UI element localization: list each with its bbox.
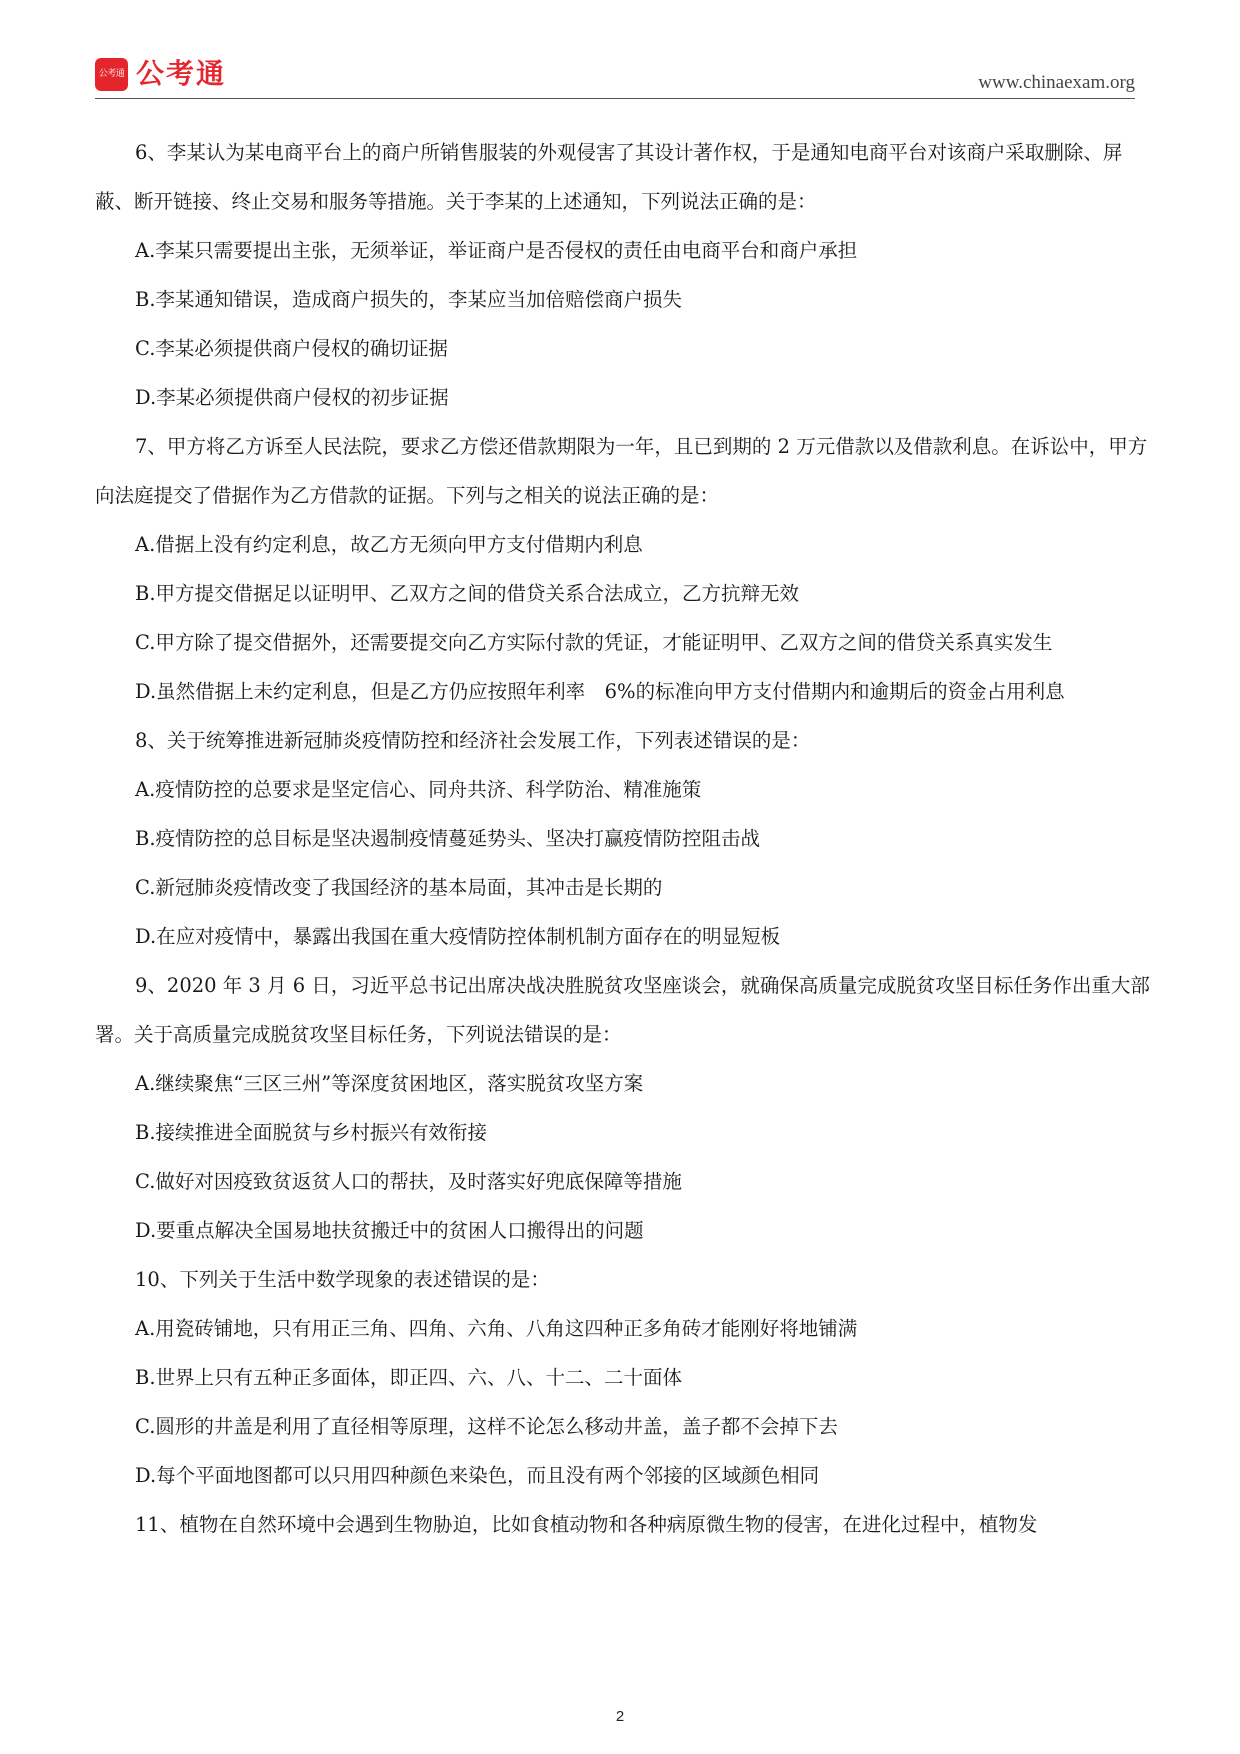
question-list <box>95 128 1155 1549</box>
option-a: A.用瓷砖铺地，只有用正三角、四角、六角、八角这四种正多角砖才能刚好将地铺满 <box>135 1317 858 1340</box>
option-c: C.甲方除了提交借据外，还需要提交向乙方实际付款的凭证，才能证明甲、乙双方之间的借贷关系真实发生 <box>135 631 1053 654</box>
option-a: A.继续聚焦“三区三州”等深度贫困地区，落实脱贫攻坚方案 <box>135 1072 644 1095</box>
question-stem: 8、关于统筹推进新冠肺炎疫情防控和经济社会发展工作，下列表述错误的是： <box>135 729 811 752</box>
question-stem: 7、甲方将乙方诉至人民法院，要求乙方偿还借款期限为一年，且已到期的 2 万元借款以及借款利息。在诉讼中，甲方向法庭提交了借据作为乙方借款的证据。下列与之相关的说法正确的是： <box>95 435 1148 507</box>
site-url[interactable]: www.chinaexam.org <box>978 72 1135 93</box>
option-b: B.甲方提交借据足以证明甲、乙双方之间的借贷关系合法成立，乙方抗辩无效 <box>135 582 800 605</box>
question-stem: 6、李某认为某电商平台上的商户所销售服装的外观侵害了其设计著作权，于是通知电商平台对该商户采取删除、屏蔽、断开链接、终止交易和服务等措施。关于李某的上述通知，下列说法正确的是： <box>95 141 1123 213</box>
question-stem: 11、植物在自然环境中会遇到生物胁迫，比如食植动物和各种病原微生物的侵害，在进化过程中，植物发 <box>135 1513 1038 1536</box>
option-d: D.在应对疫情中，暴露出我国在重大疫情防控体制机制方面存在的明显短板 <box>135 925 781 948</box>
question-stem: 9、2020 年 3 月 6 日，习近平总书记出席决战决胜脱贫攻坚座谈会，就确保高质量完成脱贫攻坚目标任务作出重大部署。关于高质量完成脱贫攻坚目标任务，下列说法错误的是： <box>95 974 1150 1046</box>
option-c: C.圆形的井盖是利用了直径相等原理，这样不论怎么移动井盖，盖子都不会掉下去 <box>135 1415 838 1438</box>
option-d: D.虽然借据上未约定利息，但是乙方仍应按照年利率 6%的标准向甲方支付借期内和逾期后的资金占用利息 <box>135 680 1065 703</box>
option-c: C.新冠肺炎疫情改变了我国经济的基本局面，其冲击是长期的 <box>135 876 663 899</box>
option-a: A.借据上没有约定利息，故乙方无须向甲方支付借期内利息 <box>135 533 643 556</box>
page-number: 2 <box>615 1708 625 1725</box>
option-c: C.做好对因疫致贫返贫人口的帮扶，及时落实好兜底保障等措施 <box>135 1170 682 1193</box>
option-d: D.李某必须提供商户侵权的初步证据 <box>135 386 449 409</box>
logo-text: 公考通 <box>136 57 227 90</box>
header-divider <box>95 98 1135 99</box>
option-d: D.要重点解决全国易地扶贫搬迁中的贫困人口搬得出的问题 <box>135 1219 644 1242</box>
option-a: A.疫情防控的总要求是坚定信心、同舟共济、科学防治、精准施策 <box>135 778 702 801</box>
page-header <box>95 58 1135 98</box>
logo-icon: 公考通 <box>95 58 128 91</box>
option-b: B.世界上只有五种正多面体，即正四、六、八、十二、二十面体 <box>135 1366 683 1389</box>
option-d: D.每个平面地图都可以只用四种颜色来染色，而且没有两个邻接的区域颜色相同 <box>135 1464 820 1487</box>
option-b: B.李某通知错误，造成商户损失的，李某应当加倍赔偿商户损失 <box>135 288 683 311</box>
option-a: A.李某只需要提出主张，无须举证，举证商户是否侵权的责任由电商平台和商户承担 <box>135 239 858 262</box>
option-b: B.疫情防控的总目标是坚决遏制疫情蔓延势头、坚决打赢疫情防控阻击战 <box>135 827 761 850</box>
option-c: C.李某必须提供商户侵权的确切证据 <box>135 337 448 360</box>
option-b: B.接续推进全面脱贫与乡村振兴有效衔接 <box>135 1121 488 1144</box>
question-stem: 10、下列关于生活中数学现象的表述错误的是： <box>135 1268 550 1291</box>
